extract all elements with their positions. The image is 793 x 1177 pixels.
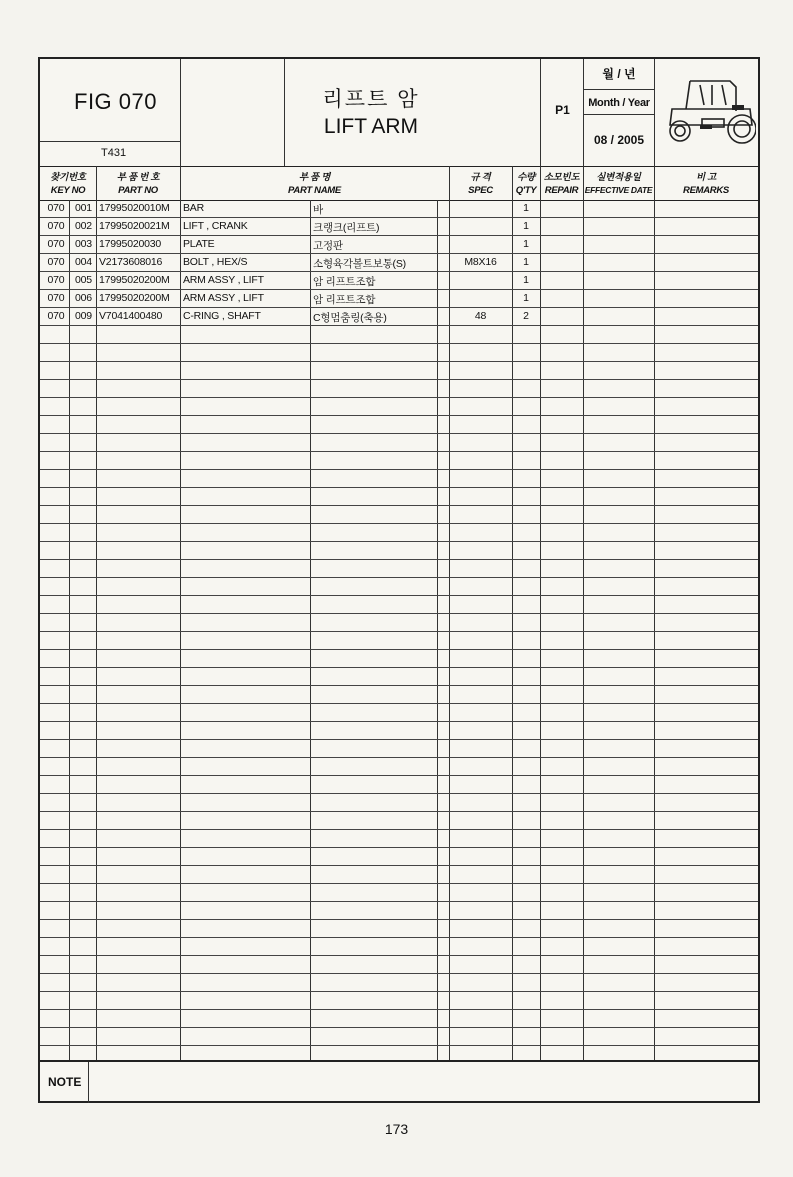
cell-name-ko: C형멈춤링(축용)	[313, 312, 387, 324]
cell-name-ko: 소형육각볼트보통(S)	[313, 258, 406, 270]
page-code: P1	[555, 103, 570, 117]
table-row	[40, 506, 758, 524]
cell-key: 009	[75, 310, 92, 322]
cell-key: 001	[75, 202, 92, 214]
table-row	[40, 830, 758, 848]
effective-date-header-ko: 실변적용일	[596, 172, 641, 183]
table-row	[40, 614, 758, 632]
part-no-header-ko: 부 품 번 호	[116, 172, 160, 183]
table-row	[40, 326, 758, 344]
spec-header: SPEC	[468, 185, 493, 196]
cell-spec: M8X16	[464, 256, 497, 268]
qty-header: Q'TY	[515, 185, 537, 196]
table-row	[40, 884, 758, 902]
cell-name-en: C-RING , SHAFT	[183, 310, 261, 322]
page-number: 173	[384, 1121, 409, 1137]
table-row	[40, 380, 758, 398]
cell-name-ko: 암 리프트조합	[313, 294, 376, 306]
tractor-icon	[660, 69, 756, 153]
part-name-header: PART NAME	[288, 185, 341, 196]
qty-header-ko: 수량	[517, 172, 535, 183]
table-row	[40, 866, 758, 884]
parts-list-frame	[38, 57, 760, 1103]
key-no-header-ko: 찾기번호	[50, 172, 86, 183]
table-row	[40, 956, 758, 974]
cell-spec: 48	[474, 310, 487, 322]
cell-fig: 070	[47, 292, 65, 304]
note-label: NOTE	[48, 1075, 82, 1089]
table-row	[40, 560, 758, 578]
cell-name-ko: 크랭크(리프트)	[313, 222, 380, 234]
table-row	[40, 362, 758, 380]
table-row	[40, 272, 758, 290]
header	[40, 59, 758, 167]
cell-name-en: BAR	[183, 202, 204, 214]
cell-qty: 2	[523, 310, 529, 322]
cell-name-en: ARM ASSY , LIFT	[183, 274, 264, 286]
table-row	[40, 758, 758, 776]
table-row	[40, 974, 758, 992]
table-row	[40, 794, 758, 812]
table-row	[40, 1028, 758, 1046]
table-row	[40, 848, 758, 866]
table-row	[40, 704, 758, 722]
cell-fig: 070	[47, 274, 65, 286]
cell-fig: 070	[47, 310, 65, 322]
cell-part-no: 17995020200M	[99, 292, 170, 304]
month-year-korean: 월 / 년	[602, 67, 636, 81]
cell-part-no: 17995020030	[99, 238, 162, 250]
note-area	[40, 1060, 758, 1103]
cell-part-no: 17995020021M	[99, 220, 170, 232]
table-row	[40, 290, 758, 308]
cell-qty: 1	[523, 274, 529, 286]
table-row	[40, 1010, 758, 1028]
parts-table	[40, 200, 758, 1060]
repair-header: REPAIR	[544, 185, 579, 196]
table-row	[40, 470, 758, 488]
table-row	[40, 722, 758, 740]
table-row	[40, 668, 758, 686]
table-row	[40, 812, 758, 830]
table-row	[40, 218, 758, 236]
table-row	[40, 200, 758, 218]
table-row	[40, 452, 758, 470]
cell-qty: 1	[523, 202, 529, 214]
cell-name-en: PLATE	[183, 238, 215, 250]
cell-qty: 1	[523, 292, 529, 304]
table-row	[40, 398, 758, 416]
cell-fig: 070	[47, 238, 65, 250]
key-no-header: KEY NO	[50, 185, 86, 196]
cell-part-no: V2173608016	[99, 256, 163, 268]
column-headers	[40, 166, 758, 201]
cell-name-en: LIFT , CRANK	[183, 220, 248, 232]
cell-name-ko: 고정판	[313, 240, 343, 252]
cell-key: 004	[75, 256, 92, 268]
cell-name-en: ARM ASSY , LIFT	[183, 292, 264, 304]
table-row	[40, 416, 758, 434]
cell-part-no: 17995020200M	[99, 274, 170, 286]
table-row	[40, 542, 758, 560]
month-year-value: 08 / 2005	[593, 133, 645, 147]
title-english: LIFT ARM	[323, 115, 419, 138]
table-row	[40, 524, 758, 542]
table-row	[40, 308, 758, 326]
effective-date-header: EFFECTIVE DATE	[584, 185, 653, 195]
table-row	[40, 740, 758, 758]
title-korean: 리프트 암	[322, 88, 420, 111]
cell-qty: 1	[523, 220, 529, 232]
table-row	[40, 236, 758, 254]
cell-name-ko: 암 리프트조합	[313, 276, 376, 288]
table-row	[40, 254, 758, 272]
cell-fig: 070	[47, 220, 65, 232]
table-row	[40, 344, 758, 362]
cell-fig: 070	[47, 202, 65, 214]
part-no-header: PART NO	[118, 185, 158, 196]
table-row	[40, 992, 758, 1010]
table-row	[40, 434, 758, 452]
cell-key: 005	[75, 274, 92, 286]
cell-qty: 1	[523, 256, 529, 268]
table-row	[40, 632, 758, 650]
figure-number: FIG 070	[74, 89, 157, 114]
table-row	[40, 776, 758, 794]
table-row	[40, 650, 758, 668]
remarks-header-ko: 비 고	[695, 172, 717, 183]
table-row	[40, 488, 758, 506]
month-year-label: Month / Year	[588, 97, 650, 109]
spec-header-ko: 규 격	[470, 172, 491, 183]
cell-name-en: BOLT , HEX/S	[183, 256, 248, 268]
cell-part-no: 17995020010M	[99, 202, 170, 214]
remarks-header: REMARKS	[683, 185, 729, 196]
model-code: T431	[101, 147, 127, 159]
table-row	[40, 920, 758, 938]
table-row	[40, 902, 758, 920]
cell-name-ko: 바	[313, 204, 323, 216]
table-row	[40, 686, 758, 704]
cell-key: 003	[75, 238, 92, 250]
table-row	[40, 596, 758, 614]
cell-part-no: V7041400480	[99, 310, 163, 322]
cell-qty: 1	[523, 238, 529, 250]
cell-key: 002	[75, 220, 92, 232]
cell-key: 006	[75, 292, 92, 304]
table-row	[40, 578, 758, 596]
part-name-header-ko: 부 품 명	[298, 172, 331, 183]
table-row	[40, 938, 758, 956]
cell-fig: 070	[47, 256, 65, 268]
repair-header-ko: 소모빈도	[543, 172, 580, 183]
